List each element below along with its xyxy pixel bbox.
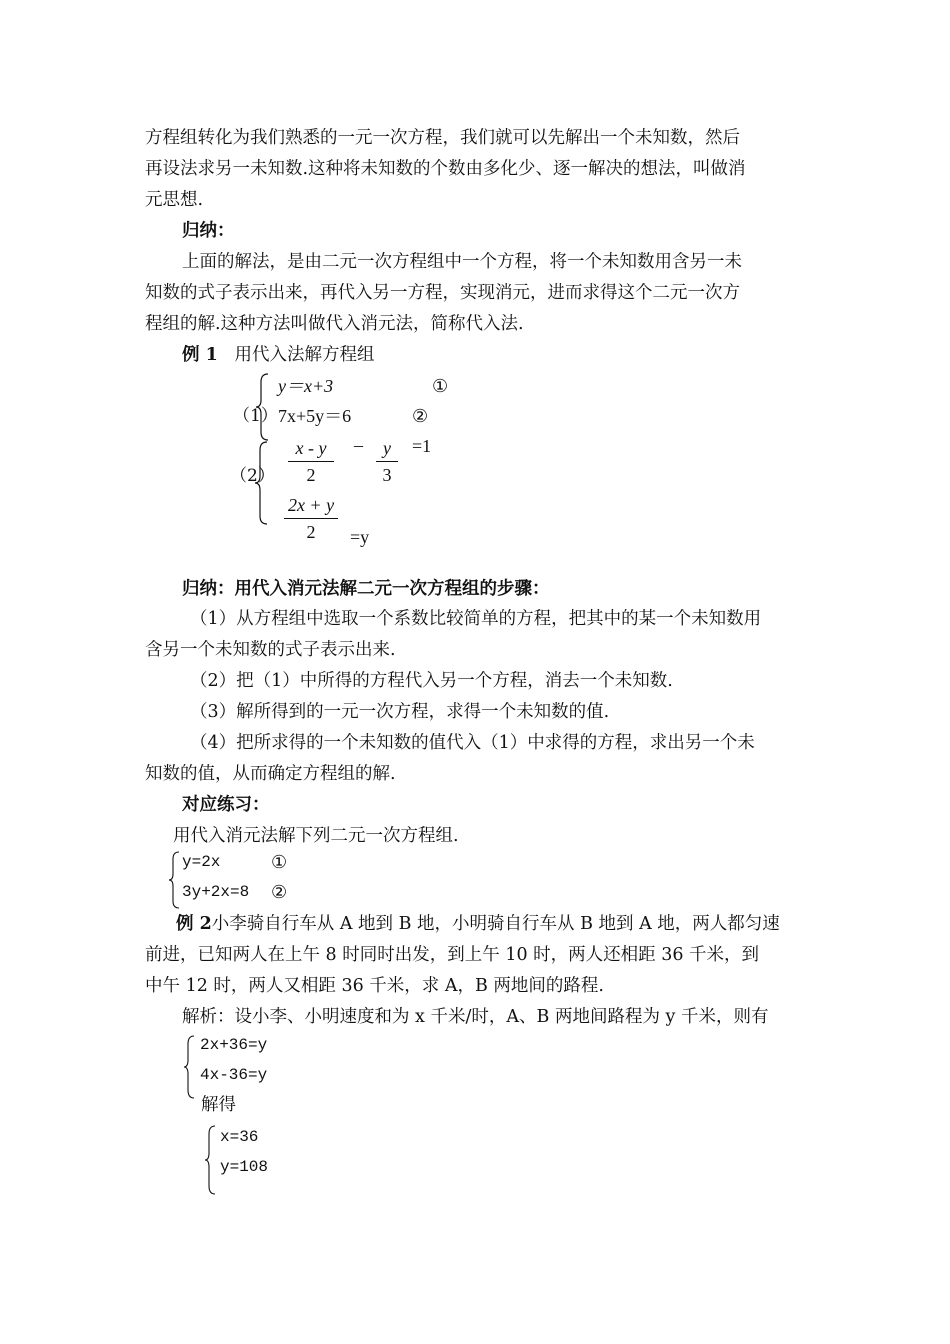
minus-sign: – (354, 435, 363, 455)
left-brace-icon (168, 850, 182, 910)
paragraph-line: 元思想. (145, 190, 204, 210)
system-1-eq1-mark: ① (432, 376, 449, 396)
step-line: （1）从方程组中选取一个系数比较简单的方程，把其中的某一个未知数用 (190, 609, 762, 629)
fraction-1-denominator: 2 (306, 465, 316, 485)
left-brace-icon (204, 1124, 218, 1196)
step-line: （2）把（1）中所得的方程代入另一个方程，消去一个未知数. (190, 671, 673, 691)
system-1-label: （1） (233, 406, 278, 426)
fraction-2-numerator: y (383, 438, 391, 458)
fraction-3-numerator: 2x + y (287, 495, 335, 515)
section-heading: 对应练习： (182, 795, 270, 815)
practice-eq2-mark: ② (271, 882, 288, 902)
fraction-bar (376, 461, 398, 462)
left-brace-icon (255, 372, 271, 442)
paragraph-line: 方程组转化为我们熟悉的一元一次方程，我们就可以先解出一个未知数，然后 (145, 128, 740, 148)
left-brace-icon (254, 440, 270, 526)
left-brace-icon (183, 1034, 197, 1100)
step-line: 知数的值，从而确定方程组的解. (145, 764, 396, 784)
fraction-3 (284, 494, 338, 543)
fraction-3-denominator: 2 (306, 522, 316, 542)
paragraph-line: 前进，已知两人在上午 8 时同时出发，到上午 10 时，两人还相距 36 千米，到 (145, 945, 760, 965)
paragraph-line: 上面的解法，是由二元一次方程组中一个方程，将一个未知数用含另一未 (182, 252, 742, 272)
paragraph-line: 再设法求另一未知数.这种将未知数的个数由多化少、逐一解决的想法，叫做消 (145, 159, 746, 179)
ex2-eq2: 4x-36=y (200, 1066, 268, 1084)
example-label: 例 1 (182, 345, 218, 365)
equation-rhs: =1 (412, 436, 432, 456)
solve-word: 解得 (201, 1095, 236, 1115)
step-line: 含另一个未知数的式子表示出来. (145, 640, 396, 660)
solution-x: x=36 (220, 1128, 259, 1146)
practice-eq1: y=2x (182, 853, 221, 871)
example-2-line (176, 909, 804, 939)
system-1-eq2-mark: ② (412, 406, 429, 426)
system-2-label: （2） (230, 466, 275, 486)
paragraph-line: 用代入消元法解下列二元一次方程组. (173, 826, 459, 846)
fraction-2 (376, 437, 398, 486)
system-1-eq2: 7x+5y＝6 (278, 406, 352, 426)
solution-y: y=108 (220, 1158, 269, 1176)
fraction-1 (288, 437, 334, 486)
example-1-heading (182, 340, 810, 370)
fraction-bar (284, 518, 338, 519)
step-line: （3）解所得到的一元一次方程，求得一个未知数的值. (190, 702, 610, 722)
practice-eq2: 3y+2x=8 (182, 883, 250, 901)
example-label: 例 2 (176, 914, 212, 934)
ex2-eq1: 2x+36=y (200, 1036, 268, 1054)
fraction-2-denominator: 3 (382, 465, 392, 485)
paragraph-line: 程组的解.这种方法叫做代入消元法，简称代入法. (145, 314, 524, 334)
paragraph-line: 知数的式子表示出来，再代入另一方程，实现消元，进而求得这个二元一次方 (145, 283, 740, 303)
section-heading: 归纳：用代入消元法解二元一次方程组的步骤： (182, 579, 550, 599)
step-line: （4）把所求得的一个未知数的值代入（1）中求得的方程，求出另一个未 (190, 733, 755, 753)
equation-rhs: =y (350, 527, 370, 547)
practice-eq1-mark: ① (271, 852, 288, 872)
fraction-1-numerator: x - y (295, 438, 327, 458)
example-text: 小李骑自行车从 A 地到 B 地，小明骑自行车从 B 地到 A 地，两人都匀速 (211, 914, 780, 934)
section-heading: 归纳： (182, 221, 235, 241)
paragraph-line: 中午 12 时，两人又相距 36 千米，求 A，B 两地间的路程. (145, 976, 604, 996)
example-text: 用代入法解方程组 (234, 345, 375, 365)
fraction-bar (288, 461, 334, 462)
system-1-eq1: y＝x+3 (278, 376, 334, 396)
paragraph-line: 解析：设小李、小明速度和为 x 千米/时，A、B 两地间路程为 y 千米，则有 (182, 1007, 769, 1027)
